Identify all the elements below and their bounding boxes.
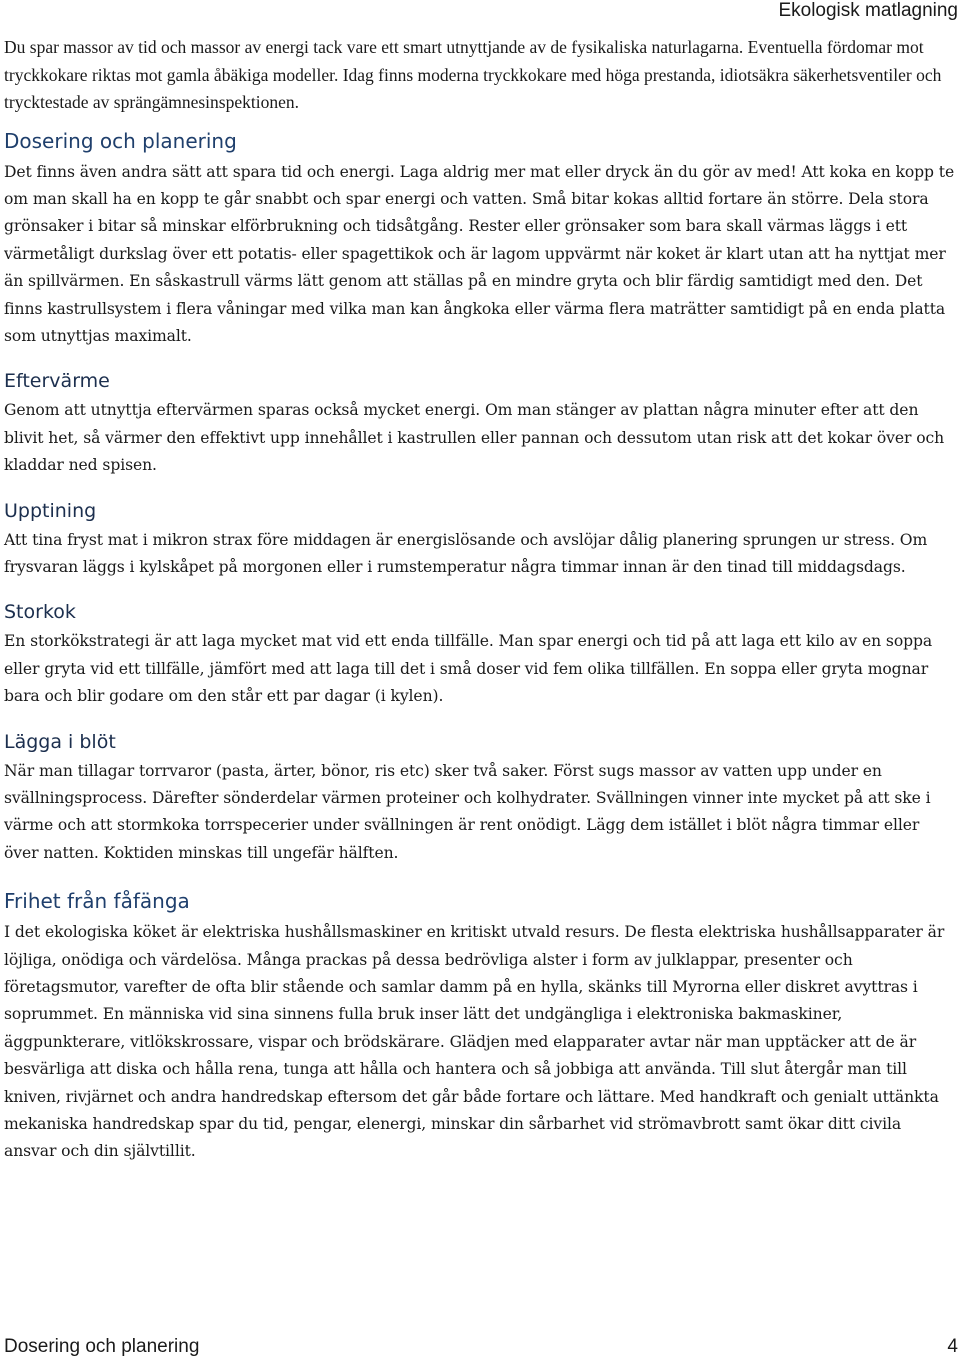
section-frihet — [4, 889, 958, 1166]
intro-paragraph: Du spar massor av tid och massor av energi tack vare ett smart utnyttjande av de fysikaliska naturlagarna. Eventuella fördomar mot tryckkokare riktas mot gamla åbäkiga modeller. Idag finns moderna tryckkokare med höga prestanda, idiotsäkra säkerhetsventiler och trycktestade av sprängämnesinspektionen. — [4, 37, 942, 112]
section-heading: Frihet från fåfänga — [4, 889, 190, 914]
page-content — [4, 34, 958, 1166]
section-eftervarme — [4, 370, 958, 479]
section-body: När man tillagar torrvaror (pasta, ärter, bönor, ris etc) sker två saker. Först sugs massor av vatten upp under en svällningsprocess. Därefter sönderdelar värmen proteiner och kolhydrater. Svällningen vinner inte mycket på att ske i värme och att stormkoka torrspecerier under svällningen är rent onödigt. Lägg dem istället i blöt några timmar eller över natten. Koktiden minskas till ungefär hälften. — [4, 761, 931, 862]
section-body: Det finns även andra sätt att spara tid och energi. Laga aldrig mer mat eller dryck än du gör av med! Att koka en kopp te om man skall ha en kopp te går snabbt och spar energi och vatten. Små bitar kokas alltid fortare än större. Dela stora grönsaker i bitar så minskar elförbrukning och tidsåtgång. Rester eller grönsaker som bara skall värmas läggs i ett värmetåligt durkslag över ett potatis- eller spagettikok och är lagom uppvärmt när koket är klart utan att ha nyttjat mer än spillvärmen. En såskastrull värms lätt genom att ställas på en mindre gryta och blir färdig samtidigt med den. Det finns kastrullsystem i flera våningar med vilka man kan ångkoka eller värma flera maträtter samtidigt på en enda platta som utnyttjas maximalt. — [4, 162, 955, 345]
section-lagga-i-blot — [4, 731, 958, 868]
section-dosering — [4, 129, 958, 351]
section-heading: Storkok — [4, 601, 76, 624]
section-upptining — [4, 500, 958, 582]
running-header-title: Ekologisk matlagning — [778, 0, 958, 21]
section-body: Genom att utnyttja eftervärmen sparas också mycket energi. Om man stänger av plattan några minuter efter att den blivit het, så värmer den effektivt upp innehållet i kastrullen eller pannan och dessutom utan risk att det kokar över och kladdar ned spisen. — [4, 401, 945, 475]
section-body: I det ekologiska köket är elektriska hushållsmaskiner en kritiskt utvald resurs. De flesta elektriska hushållsapparater är löjliga, onödiga och värdelösa. Många prackas på dessa bedrövliga alster i form av julklappar, presenter och företagsmutor, varefter de ofta blir stående och samlar damm på en hylla, skänks till Myrorna eller diskret avyttras i soprummet. En människa vid sina sinnens fulla bruk inser lätt det undgängliga i elektroniska bakmaskiner, äggpunkterare, vitlökskrossare, vispar och brödskärare. Glädjen med elapparater avtar när man upptäcker att de är besvärliga att diska och hålla rena, tunga att hålla och hantera och så jobbiga att använda. Till slut återgår man till kniven, rivjärnet och andra handredskap eftersom det går både fortare och lättare. Med handkraft och genialt uttänkta mekaniska handredskap spar du tid, pengar, elenergi, minskar din sårbarhet vid strömavbrott samt ökar ditt civila ansvar och din självtillit. — [4, 923, 945, 1161]
footer-section-title: Dosering och planering — [4, 1336, 200, 1357]
section-heading: Eftervärme — [4, 370, 110, 393]
section-heading: Dosering och planering — [4, 128, 237, 153]
section-body: En storkökstrategi är att laga mycket mat vid ett enda tillfälle. Man spar energi och tid på att laga ett kilo av en soppa eller gryta vid ett tillfälle, jämfört med att laga till det i små doser vid fem olika tillfällen. En soppa eller gryta mognar bara och blir godare om den står ett par dagar (i kylen). — [4, 632, 933, 706]
footer-page-number: 4 — [947, 1336, 958, 1357]
section-storkok — [4, 601, 958, 710]
section-heading: Upptining — [4, 499, 97, 522]
section-body: Att tina fryst mat i mikron strax före middagen är energislösande och avslöjar dålig planering sprungen ur stress. Om frysvaran läggs i kylskåpet på morgonen eller i rumstemperatur några timmar innan är den tinad till middagsdags. — [4, 530, 928, 576]
section-heading: Lägga i blöt — [4, 730, 116, 753]
